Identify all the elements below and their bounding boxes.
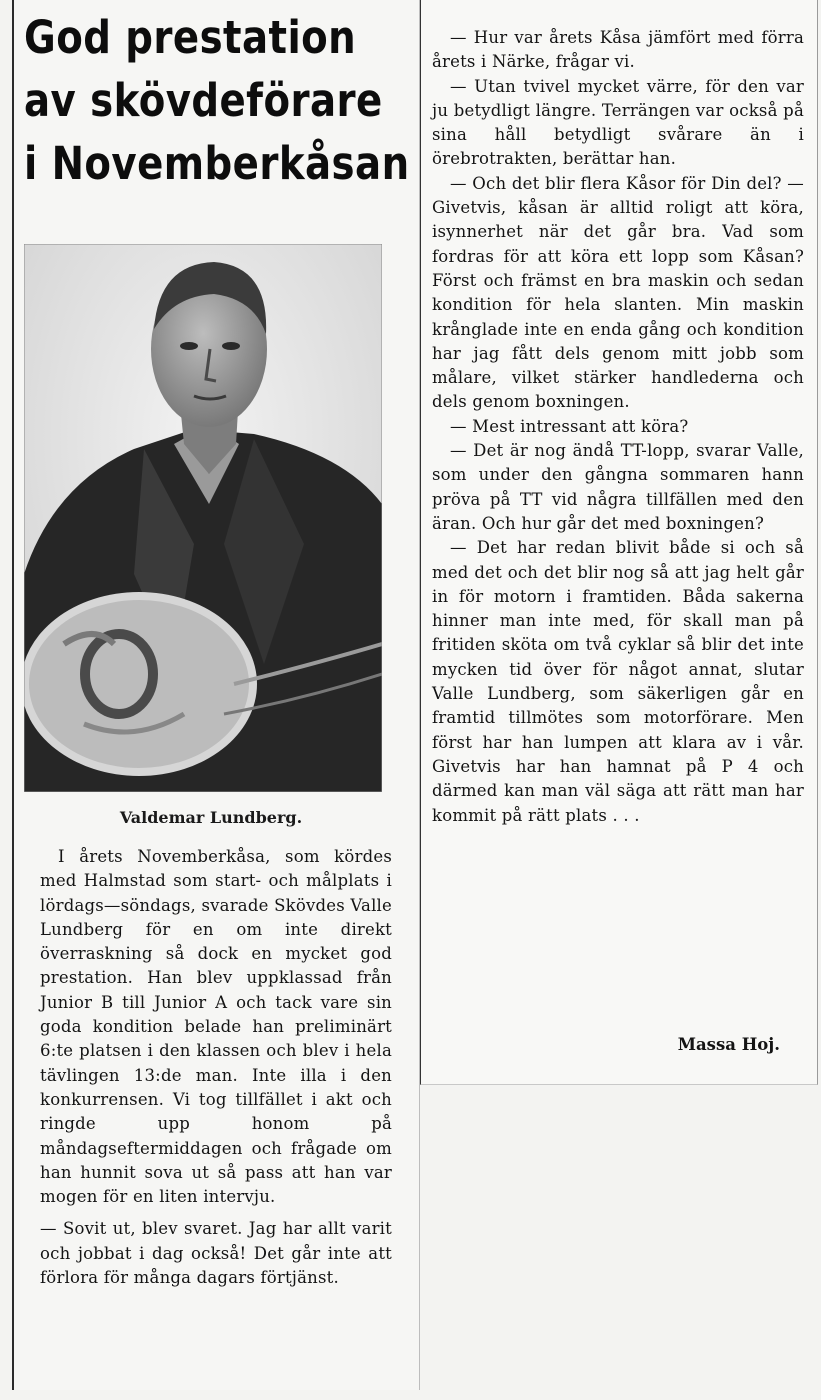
left-paragraph-1: I årets Novemberkåsa, som kördes med Halmstad som start- och målplats i lördags—söndags, svarade Skövdes Valle Lundberg för en om inte direkt överraskning så dock en mycket god prestation. Han blev uppklassad från Junior B till Junior A och tack vare sin goda kondition belade han preliminärt 6:te platsen i den klassen och blev i hela tävlingen 13:de man. Inte illa i den konkurrensen. Vi tog tillfället i akt och ringde upp honom på måndagseftermiddagen och frågade om han hunnit sova ut så pass att han var mogen för en liten intervju. [40, 847, 392, 1207]
right-paragraph-4: — Mest intressant att köra? [450, 416, 689, 436]
portrait-photo [24, 244, 382, 792]
right-paragraph-3: — Och det blir flera Kåsor för Din del? — Givetvis, kåsan är alltid roligt att köra, isynnerhet när det går bra. Vad som fordras för att köra ett lopp som Kåsan? Först och främst en bra maskin och sedan kondition för hela slanten. Min maskin krånglade inte en enda gång och kondition har jag fått dels genom mitt jobb som målare, vilket stärker handlederna och dels genom boxningen. [432, 173, 804, 412]
headline-line-3: i Novemberkåsan [24, 137, 410, 190]
left-column-text [40, 845, 392, 1290]
right-paragraph-1: — Hur var årets Kåsa jämfört med förra årets i Närke, frågar vi. [432, 28, 804, 72]
right-paragraph-6: — Det har redan blivit både si och så med det och det blir nog så att jag helt går in för motorn i framtiden. Båda sakerna hinner man inte med, för skall man på fritiden sköta om två cyklar så blir det inte mycken tid över för något annat, slutar Valle Lundberg, som säkerligen går en framtid tillmötes som motorförare. Men först har han lumpen att klara av i vår. Givetvis har han hamnat på P 4 och därmed kan man väl säga att rätt man har kommit på rätt plats . . . [432, 538, 804, 825]
headline [24, 6, 410, 195]
photo-caption: Valdemar Lundberg. [119, 808, 303, 827]
headline-line-2: av skövdeförare [24, 74, 383, 127]
author-signature: Massa Hoj. [677, 1035, 780, 1054]
right-paragraph-5: — Det är nog ändå TT-lopp, svarar Valle, som under den gångna sommaren hann pröva på TT vid några tillfällen med den äran. Och hur går det med boxningen? [432, 441, 804, 533]
left-paragraph-2: — Sovit ut, blev svaret. Jag har allt varit och jobbat i dag också! Det går inte att förlora för många dagars förtjänst. [40, 1219, 392, 1288]
headline-line-1: God prestation [24, 11, 357, 64]
right-column-text [432, 26, 804, 828]
portrait-illustration [24, 244, 382, 792]
right-paragraph-2: — Utan tvivel mycket värre, för den var ju betydligt längre. Terrängen var också på sina håll betydligt svårare än i örebrotrakten, berättar han. [432, 76, 804, 169]
